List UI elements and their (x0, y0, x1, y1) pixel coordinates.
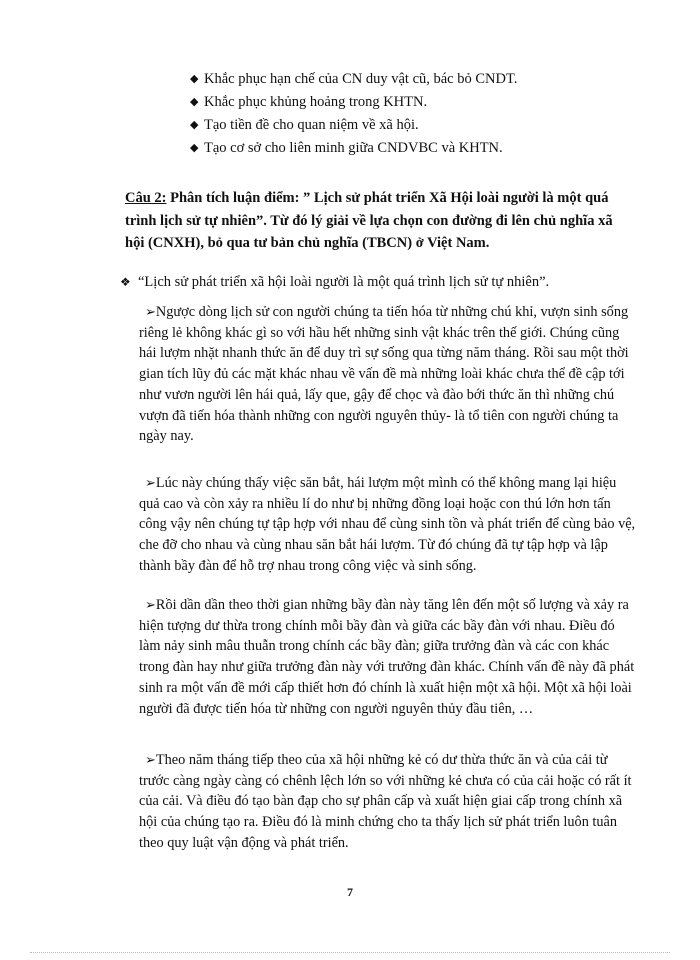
arrow-bullet-icon: ➢ (145, 752, 156, 767)
diamond-bullet-icon: ◆ (190, 73, 199, 85)
arrow-bullet-icon: ➢ (145, 304, 156, 319)
list-item: ◆ Khắc phục hạn chế của CN duy vật cũ, bác bỏ CNDT. (190, 68, 517, 91)
list-item: ◆ Tạo tiền đề cho quan niệm về xã hội. (190, 114, 517, 137)
question-label: Câu 2: (125, 190, 167, 206)
four-diamond-bullet-icon: ❖ (120, 275, 131, 289)
quoted-thesis: ❖ “Lịch sử phát triển xã hội loài người là một quá trình lịch sử tự nhiên”. (120, 274, 550, 290)
diamond-bullet-icon: ◆ (190, 96, 199, 108)
list-item: ◆ Tạo cơ sở cho liên minh giữa CNDVBC và KHTN. (190, 137, 517, 160)
diamond-bullet-icon: ◆ (190, 119, 199, 131)
paragraph: ➢Theo năm tháng tiếp theo của xã hội những kẻ có dư thừa thức ăn và của cải từ trước càng ngày càng có chênh lệch lớn so với những kẻ chưa có của cải hoặc có rất ít của cải. Và điều đó tạo bàn đạp cho sự phân cấp và xuất hiện giai cấp trong chính xã hội của chúng tạo ra. Điều đó là minh chứng cho ta thấy lịch sử phát triển luôn tuân theo quy luật vận động và phát triển. (139, 752, 632, 851)
question-text: Phân tích luận điểm: ” Lịch sử phát triển Xã Hội loài người là một quá trình lịch sử tự nhiên”. Từ đó lý giải về lựa chọn con đường đi lên chủ nghĩa xã hội (CNXH), bỏ qua tư bản chủ nghĩa (TBCN) ở Việt Nam. (125, 190, 613, 251)
question-heading (125, 187, 635, 255)
paragraph: ➢Rồi dần dần theo thời gian những bầy đàn này tăng lên đến một số lượng và xảy ra hiện tượng dư thừa trong chính mỗi bầy đàn và giữa các bầy đàn với nhau. Điều đó làm nảy sinh mâu thuẫn trong chính các bầy đàn; giữa trưởng đàn và các con khác trong đàn hay như giữa trưởng đàn này với trưởng đàn khác. Chính vấn đề này đã phát sinh ra một vấn đề mới cấp thiết hơn đó chính là xuất hiện một xã hội. Một xã hội loài người đã được tiến hóa từ những con người nguyên thủy đầu tiên, … (139, 597, 635, 717)
paragraph: ➢Ngược dòng lịch sử con người chúng ta tiến hóa từ những chú khỉ, vượn sinh sống riêng lẻ không khác gì so với hầu hết những sinh vật khác trên thế giới. Chúng cũng hái lượm nhặt nhanh thức ăn để duy trì sự sống qua từng năm tháng. Rồi sau một thời gian tích lũy đủ các mặt khác nhau về vấn đề mà những loài khác chưa thể đề cập tới như vươn người lên hái quả, lấy que, gậy để chọc và đào bới thức ăn thì những chú vượn đã tiến hóa thành những con người nguyên thủy- là tổ tiên con người chúng ta ngày nay. (139, 304, 629, 445)
arrow-bullet-icon: ➢ (145, 475, 156, 490)
page-divider (30, 952, 670, 953)
list-item: ◆ Khắc phục khủng hoảng trong KHTN. (190, 91, 517, 114)
paragraph: ➢Lúc này chúng thấy việc săn bắt, hái lượm một mình có thể không mang lại hiệu quả cao và còn xảy ra nhiều lí do như bị những đồng loại hoặc con thú lớn hơn tấn công vậy nên chúng tự tập hợp với nhau để cùng sinh tồn và phát triển để cùng bảo vệ, che đỡ cho nhau và cùng nhau săn bắt hái lượm. Từ đó chúng đã tự tập hợp và lập thành bầy đàn để hỗ trợ nhau trong công việc và sinh sống. (139, 475, 636, 574)
page-number: 7 (347, 885, 353, 899)
diamond-bullet-icon: ◆ (190, 142, 199, 154)
arrow-bullet-icon: ➢ (145, 597, 156, 612)
bullet-list (190, 68, 517, 160)
